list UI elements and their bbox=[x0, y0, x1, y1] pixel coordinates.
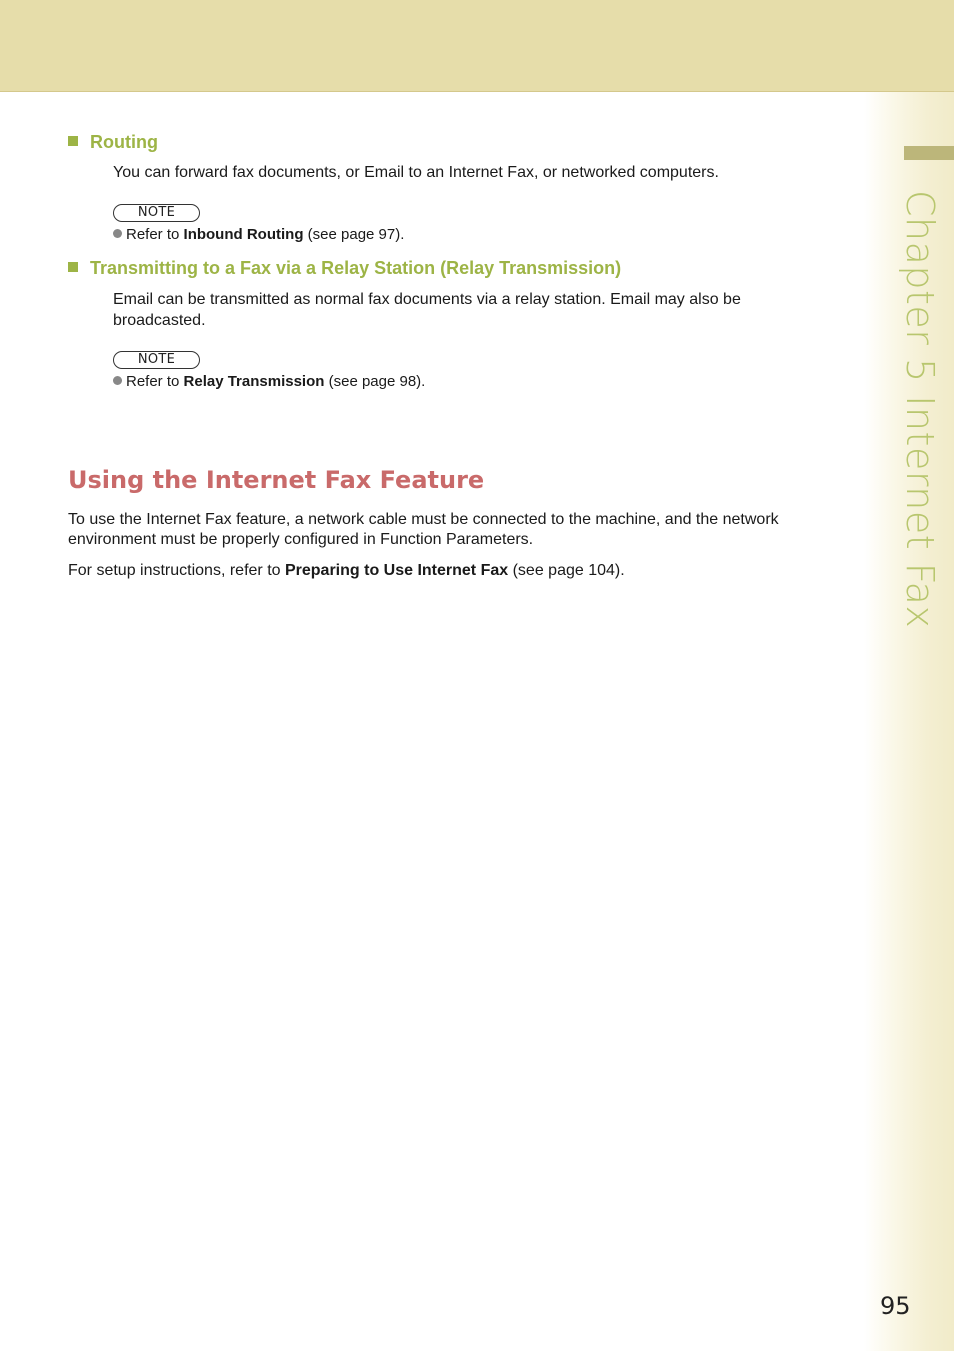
main-section-heading: Using the Internet Fax Feature bbox=[68, 466, 485, 494]
main-paragraph-1: To use the Internet Fax feature, a network cable must be connected to the machine, and the network environment must be properly configured in Function Parameters. bbox=[68, 511, 779, 548]
note-reference-link[interactable]: Inbound Routing bbox=[183, 226, 304, 243]
note-badge: NOTE bbox=[113, 204, 200, 222]
page-number: 95 bbox=[880, 1292, 911, 1320]
note-reference-relay bbox=[113, 373, 425, 391]
chapter-side-title: Chapter 5 Internet Fax bbox=[898, 190, 942, 629]
para2-suffix: (see page 104). bbox=[508, 562, 625, 579]
note-prefix: Refer to bbox=[126, 226, 184, 243]
note-reference-routing bbox=[113, 226, 404, 244]
section-heading-text: Routing bbox=[90, 132, 158, 152]
bullet-dot-icon bbox=[113, 376, 122, 385]
top-header-band bbox=[0, 0, 954, 92]
section-body-routing: You can forward fax documents, or Email to an Internet Fax, or networked computers. bbox=[113, 164, 719, 181]
para2-prefix: For setup instructions, refer to bbox=[68, 562, 285, 579]
section-heading-routing bbox=[68, 132, 158, 153]
note-suffix: (see page 97). bbox=[303, 226, 405, 243]
square-bullet-icon bbox=[68, 262, 78, 272]
main-paragraph-2 bbox=[68, 561, 858, 581]
square-bullet-icon bbox=[68, 136, 78, 146]
section-heading-relay bbox=[68, 258, 621, 279]
section-body-relay: Email can be transmitted as normal fax documents via a relay station. Email may also be broadcasted. bbox=[113, 291, 741, 329]
note-suffix: (see page 98). bbox=[324, 373, 426, 390]
chapter-tab-marker bbox=[904, 146, 954, 160]
note-prefix: Refer to bbox=[126, 373, 184, 390]
section-heading-text: Transmitting to a Fax via a Relay Station (Relay Transmission) bbox=[90, 258, 622, 278]
para2-reference-link[interactable]: Preparing to Use Internet Fax bbox=[284, 562, 509, 579]
note-badge: NOTE bbox=[113, 351, 200, 369]
bullet-dot-icon bbox=[113, 229, 122, 238]
note-reference-link[interactable]: Relay Transmission bbox=[183, 373, 325, 390]
